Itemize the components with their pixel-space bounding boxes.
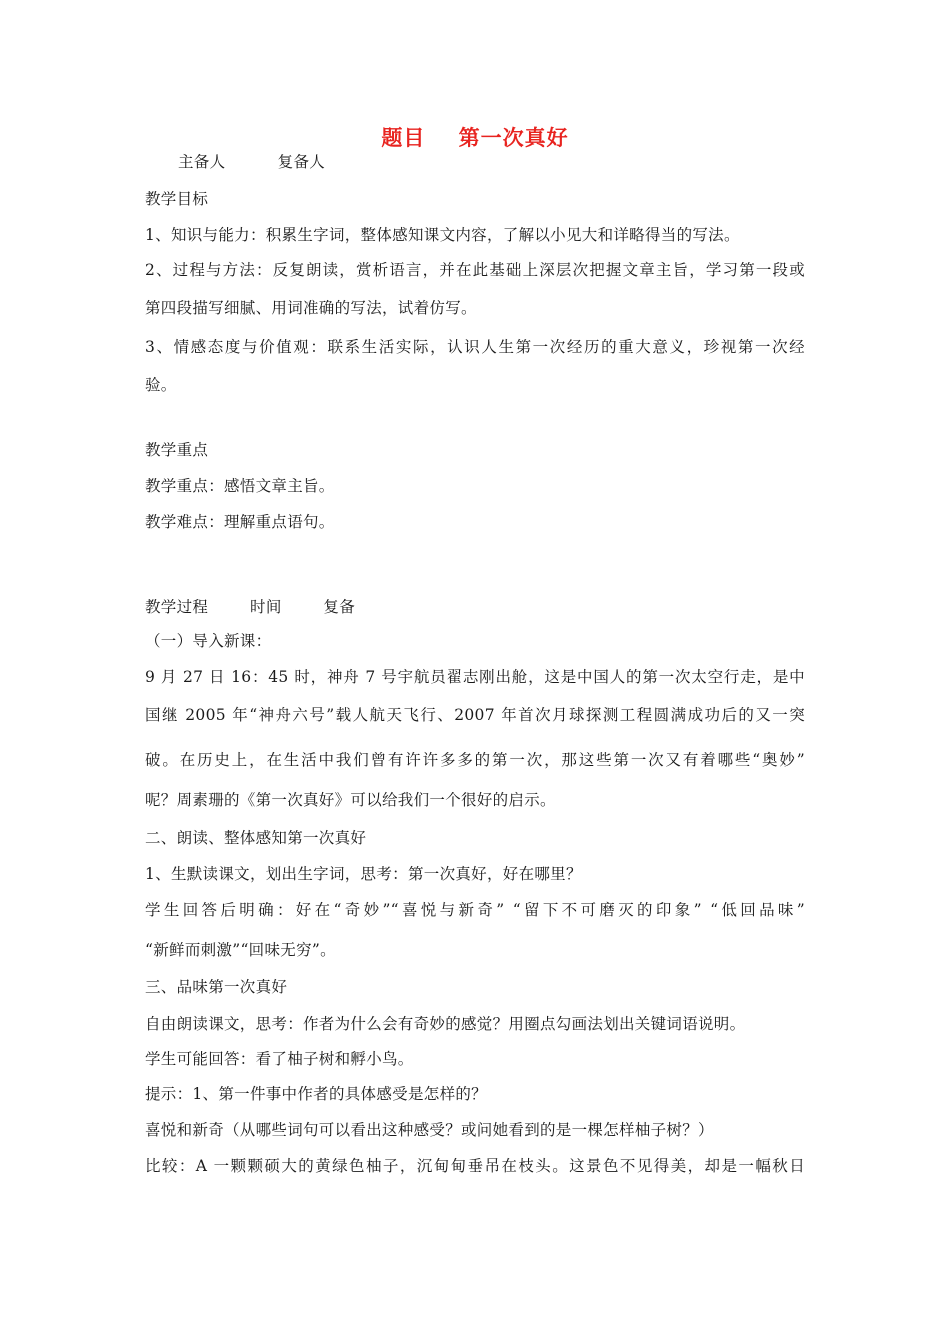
paragraph-line: 自由朗读课文，思考：作者为什么会有奇妙的感觉？用圈点勾画法划出关键词语说明。 (145, 1015, 746, 1033)
paragraph-line: 学生回答后明确：好在“奇妙”“喜悦与新奇” “留下不可磨灭的印象” “低回品味” (145, 901, 805, 919)
section-heading: （一）导入新课： (145, 632, 272, 650)
paragraph-line: 呢？周素珊的《第一次真好》可以给我们一个很好的启示。 (145, 791, 556, 809)
paragraph-line: 2、过程与方法：反复朗读，赏析语言，并在此基础上深层次把握文章主旨，学习第一段或 (145, 261, 805, 279)
paragraph-line: 1、知识与能力：积累生字词，整体感知课文内容，了解以小见大和详略得当的写法。 (145, 226, 740, 244)
paragraph-line: 国继 2005 年“神舟六号”载人航天飞行、2007 年首次月球探测工程圆满成功后的又一突 (145, 706, 805, 724)
paragraph-line: 喜悦和新奇（从哪些词句可以看出这种感受？或问她看到的是一棵怎样柚子树？） (145, 1121, 714, 1139)
paragraph-line: 教学难点：理解重点语句。 (145, 513, 335, 531)
paragraph-line: 教学重点：感悟文章主旨。 (145, 477, 335, 495)
paragraph-line: 提示：1、第一件事中作者的具体感受是怎样的？ (145, 1085, 487, 1103)
paragraph-line: 1、生默读课文，划出生字词，思考：第一次真好，好在哪里？ (145, 865, 582, 883)
paragraph-line: “新鲜而刺激”“回味无穷”。 (145, 941, 336, 959)
paragraph-line: 9 月 27 日 16：45 时，神舟 7 号宇航员翟志刚出舱，这是中国人的第一次太空行走，是中 (145, 668, 805, 686)
paragraph-line: 破。在历史上，在生活中我们曾有许许多多的第一次，那这些第一次又有着哪些“奥妙” (145, 751, 805, 769)
heading-teaching-goals: 教学目标 (145, 190, 209, 208)
preparers-line: 主备人 复备人 (178, 153, 326, 171)
paragraph-line: 3、情感态度与价值观：联系生活实际，认识人生第一次经历的重大意义，珍视第一次经 (145, 338, 805, 356)
heading-teaching-process: 教学过程 时间 复备 (145, 598, 356, 616)
section-heading: 二、朗读、整体感知第一次真好 (145, 829, 367, 847)
heading-key-points: 教学重点 (145, 441, 209, 459)
paragraph-line: 第四段描写细腻、用词准确的写法，试着仿写。 (145, 299, 477, 317)
page-title: 题目 第一次真好 (381, 126, 569, 150)
paragraph-line: 学生可能回答：看了柚子树和孵小鸟。 (145, 1050, 414, 1068)
paragraph-line: 验。 (145, 376, 177, 394)
section-heading: 三、品味第一次真好 (145, 978, 288, 996)
paragraph-line: 比较：A 一颗颗硕大的黄绿色柚子，沉甸甸垂吊在枝头。这景色不见得美，却是一幅秋日 (145, 1157, 805, 1175)
